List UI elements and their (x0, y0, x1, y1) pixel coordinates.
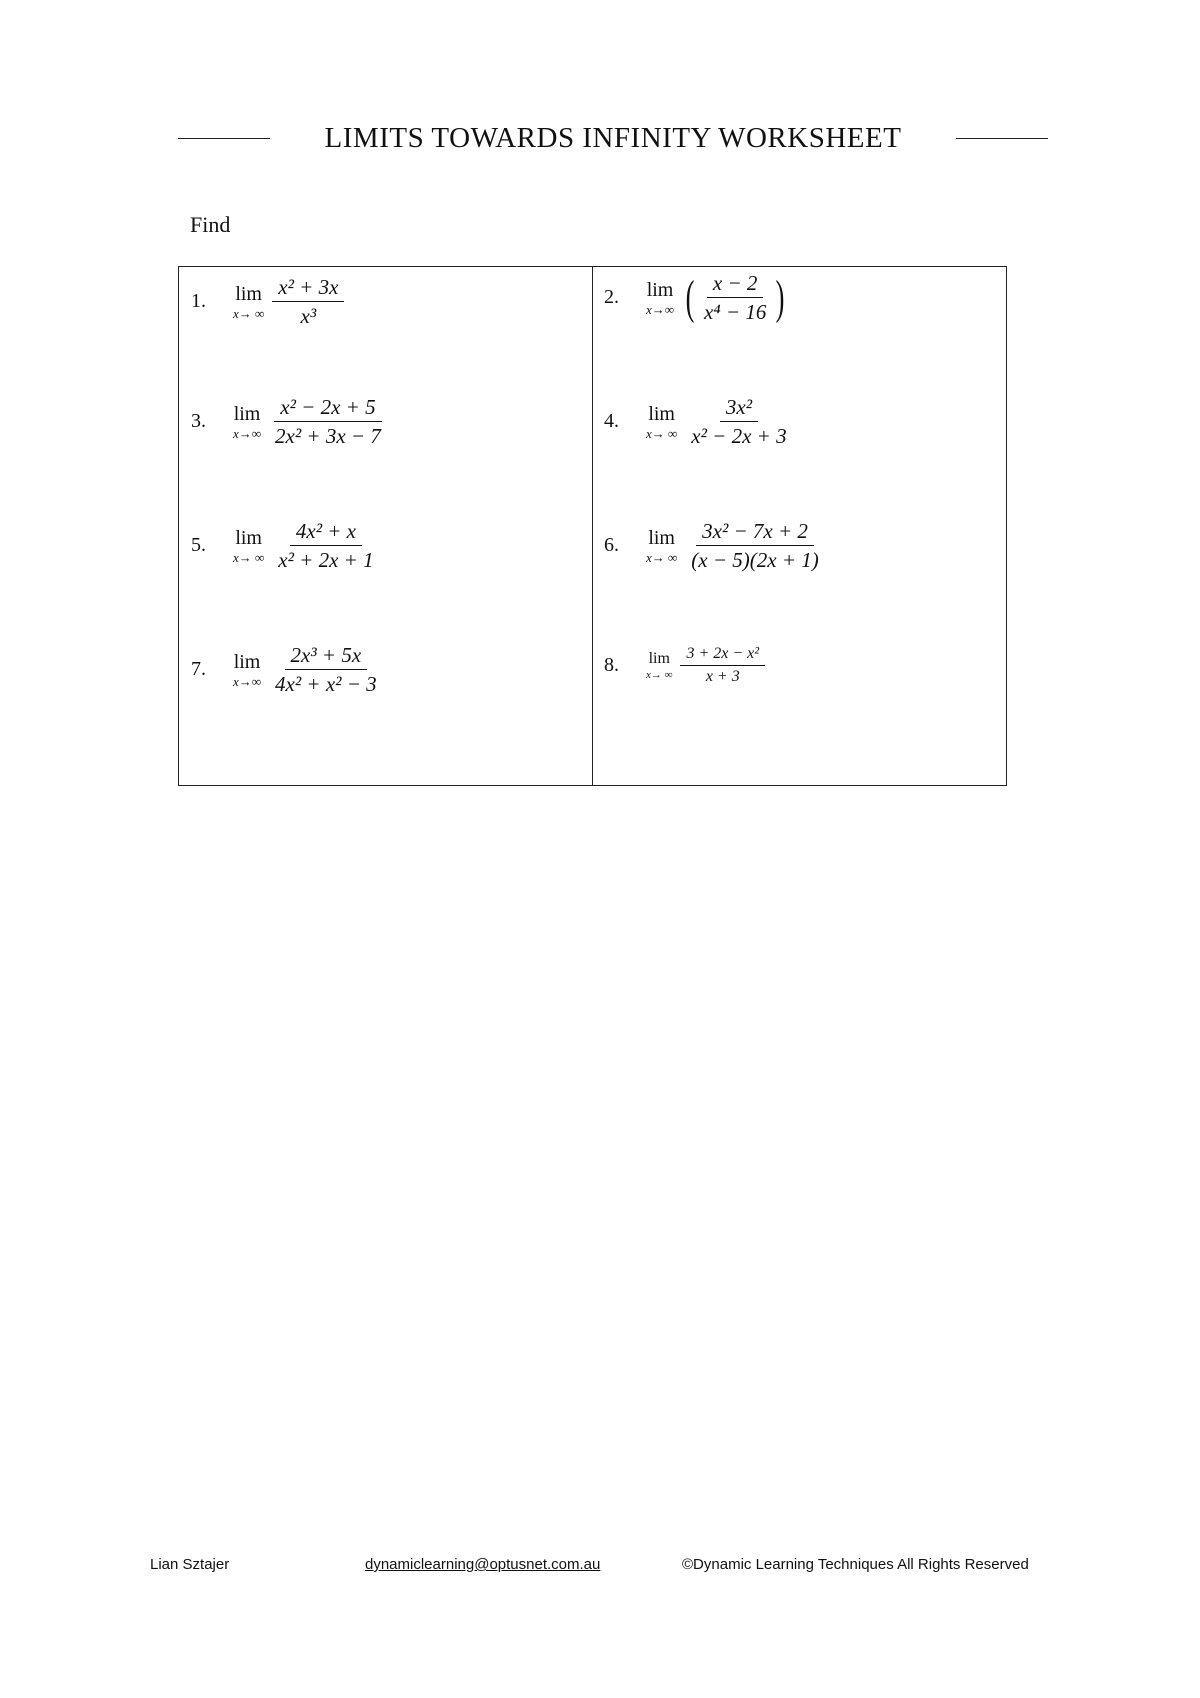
denominator: x² − 2x + 3 (691, 424, 787, 449)
denominator: x² + 2x + 1 (278, 548, 374, 573)
numerator: 3 + 2x − x² (680, 645, 765, 666)
problems-grid (178, 266, 1007, 786)
problem-number: 3. (191, 410, 206, 433)
numerator: 4x² + x (290, 519, 362, 546)
lim-word: lim (235, 526, 262, 549)
problem-7 (191, 643, 383, 696)
lim-subscript: x→∞ (646, 301, 675, 317)
lim-subscript: x→∞ (233, 425, 262, 441)
limit-operator (233, 284, 264, 320)
footer-copyright: ©Dynamic Learning Techniques All Rights Reserved (682, 1556, 1029, 1573)
lim-word: lim (646, 278, 674, 301)
numerator: x − 2 (707, 271, 764, 298)
lim-word: lim (648, 526, 675, 549)
title-rule-right (956, 138, 1048, 139)
numerator: x² − 2x + 5 (274, 395, 381, 422)
fraction (269, 643, 383, 696)
problem-number: 4. (604, 410, 619, 433)
problem-2 (604, 271, 788, 324)
denominator: x + 3 (705, 668, 740, 686)
title-row (178, 118, 1048, 158)
denominator: 4x² + x² − 3 (275, 672, 377, 697)
numerator: x² + 3x (272, 275, 344, 302)
lim-subscript: x→ ∞ (646, 425, 678, 441)
instruction-text: Find (190, 212, 231, 237)
left-paren: ( (685, 270, 695, 324)
title-rule-left (178, 138, 270, 139)
denominator: x³ (300, 304, 317, 329)
lim-word: lim (233, 402, 261, 425)
lim-word: lim (648, 402, 675, 425)
footer-email-link[interactable]: dynamiclearning@optusnet.com.au (365, 1556, 601, 1573)
limit-operator (233, 652, 261, 688)
fraction (269, 395, 387, 448)
lim-subscript: x→ ∞ (646, 549, 678, 565)
fraction (272, 519, 379, 572)
problem-number: 2. (604, 286, 619, 309)
limit-operator (646, 280, 674, 316)
lim-word: lim (648, 649, 670, 667)
limit-operator (646, 528, 677, 564)
fraction (685, 519, 824, 572)
problem-4 (604, 395, 793, 448)
fraction (698, 271, 772, 324)
denominator: 2x² + 3x − 7 (275, 424, 381, 449)
limit-operator (646, 651, 672, 681)
problem-number: 1. (191, 290, 206, 313)
problem-5 (191, 519, 380, 572)
footer-author: Lian Sztajer (150, 1556, 230, 1573)
lim-word: lim (233, 650, 261, 673)
numerator: 2x³ + 5x (285, 643, 368, 670)
problem-number: 5. (191, 534, 206, 557)
denominator: (x − 5)(2x + 1) (691, 548, 819, 573)
lim-subscript: x→ ∞ (233, 549, 265, 565)
limit-operator (646, 404, 677, 440)
problem-3 (191, 395, 387, 448)
fraction (680, 645, 765, 687)
fraction (685, 395, 792, 448)
problem-6 (604, 519, 825, 572)
page-title: LIMITS TOWARDS INFINITY WORKSHEET (324, 121, 902, 154)
problem-number: 7. (191, 658, 206, 681)
lim-subscript: x→∞ (233, 673, 262, 689)
right-paren: ) (775, 270, 785, 324)
problem-1 (191, 275, 344, 328)
lim-subscript: x→ ∞ (233, 305, 265, 321)
limit-operator (233, 404, 261, 440)
problem-number: 6. (604, 534, 619, 557)
lim-subscript: x→ ∞ (646, 668, 673, 681)
problem-number: 8. (604, 654, 619, 677)
limit-operator (233, 528, 264, 564)
numerator: 3x² − 7x + 2 (696, 519, 814, 546)
denominator: x⁴ − 16 (704, 300, 767, 325)
problem-8 (604, 645, 765, 687)
numerator: 3x² (720, 395, 758, 422)
fraction (272, 275, 344, 328)
grid-divider (592, 267, 593, 785)
lim-word: lim (235, 282, 262, 305)
